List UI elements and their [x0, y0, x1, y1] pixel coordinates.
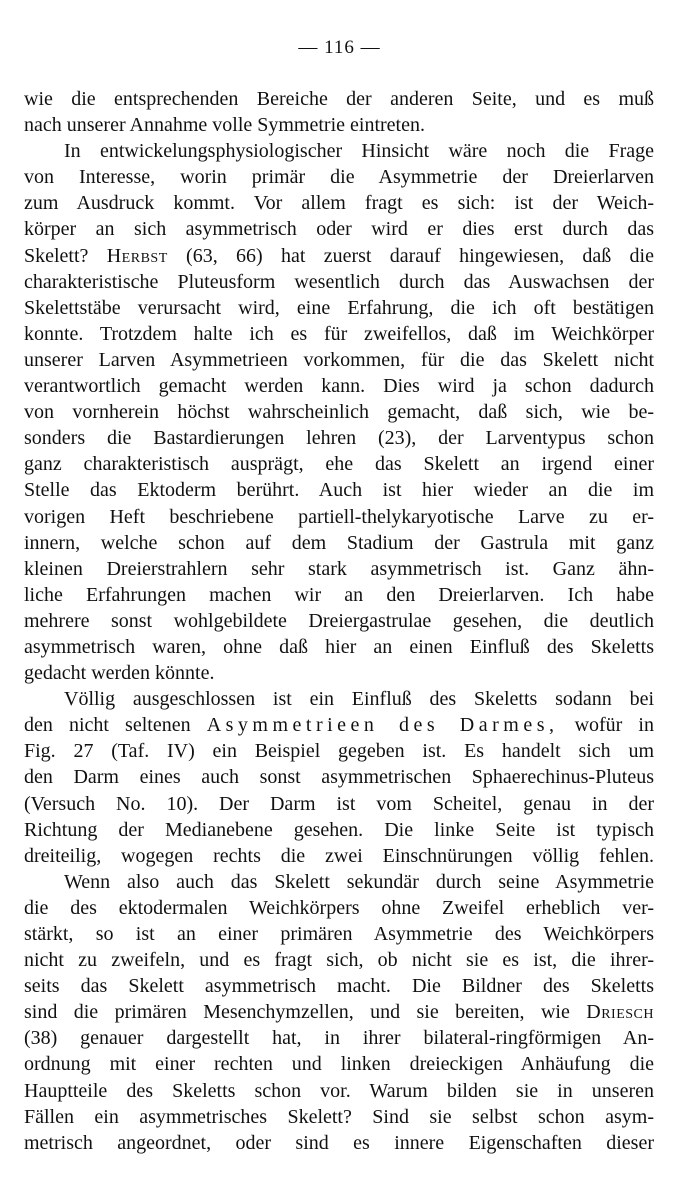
text-line: Skelettstäbe verursacht wird, eine Erfahrung, die ich oft bestätigen [24, 296, 654, 319]
text-line: nicht zu zweifeln, und es fragt sich, ob nicht sie es ist, die ihrer- [24, 949, 654, 972]
text-line: sonders die Bastardierungen lehren (23), der Larventypus schon [24, 427, 654, 450]
text-line: zum Ausdruck kommt. Vor allem fragt es sich: ist der Weich- [24, 192, 654, 215]
text-line [24, 243, 654, 269]
text-line: (38) genauer dargestellt hat, in ihrer bilateral-ringförmigen An- [24, 1027, 654, 1050]
text-line: (Versuch No. 10). Der Darm ist vom Scheitel, genau in der [24, 792, 654, 815]
text-line: unserer Larven Asymmetrieen vorkommen, für die das Skelett nicht [24, 348, 654, 371]
text-line: nach unserer Annahme volle Symmetrie eintreten. [24, 114, 425, 137]
text-line: dreiteilig, wogegen rechts die zwei Einschnürungen völlig fehlen. [24, 844, 654, 867]
text-line: konnte. Trotzdem halte ich es für zweifellos, daß im Weichkörper [24, 322, 654, 345]
text-line: Fällen ein asymmetrisches Skelett? Sind sie selbst schon asym- [24, 1105, 654, 1128]
text-line: von Interesse, worin primär die Asymmetrie der Dreierlarven [24, 166, 654, 189]
text-line [24, 999, 654, 1025]
text-line: liche Erfahrungen machen wir an den Dreierlarven. Ich habe [24, 583, 654, 606]
text-segment: Skelett? [24, 244, 107, 267]
text-line: Wenn also auch das Skelett sekundär durch seine Asymmetrie [64, 870, 654, 893]
text-line: verantwortlich gemacht werden kann. Dies wird ja schon dadurch [24, 375, 654, 398]
text-line: von vornherein höchst wahrscheinlich gemacht, daß sich, wie be- [24, 401, 654, 424]
text-line: charakteristische Pluteusform wesentlich durch das Auswachsen der [24, 270, 654, 293]
text-line: gedacht werden könnte. [24, 662, 215, 685]
text-segment: wofür in [558, 714, 654, 737]
text-line: die des ektodermalen Weichkörpers ohne Zweifel erheblich ver- [24, 896, 654, 919]
text-line: den Darm eines auch sonst asymmetrischen Sphaerechinus-Pluteus [24, 766, 654, 789]
text-segment: sind die primären Mesenchymzellen, und sie bereiten, wie [24, 1001, 587, 1024]
text-line: stärkt, so ist an einer primären Asymmetrie des Weichkörpers [24, 923, 654, 945]
text-line: kleinen Dreierstrahlern sehr stark asymmetrisch ist. Ganz ähn- [24, 557, 654, 580]
page-number: — 116 — [298, 37, 381, 58]
text-line: Fig. 27 (Taf. IV) ein Beispiel gegeben ist. Es handelt sich um [24, 740, 654, 763]
emphasized-term: Asymmetrieen des Darmes, [206, 714, 559, 737]
text-line: körper an sich asymmetrisch oder wird er dies erst durch das [24, 218, 654, 241]
text-line: ganz charakteristisch ausprägt, ehe das Skelett an irgend einer [24, 453, 654, 476]
text-line: ordnung mit einer rechten und linken dreieckigen Anhäufung die [24, 1053, 654, 1076]
author-name: Herbst [106, 244, 168, 267]
text-line: innern, welche schon auf dem Stadium der Gastrula mit ganz [24, 531, 654, 554]
text-segment: den nicht seltenen [24, 714, 207, 737]
text-line: Stelle das Ektoderm berührt. Auch ist hier wieder an die im [24, 479, 654, 502]
text-line: seits das Skelett asymmetrisch macht. Die Bildner des Skeletts [24, 975, 654, 998]
text-line: wie die entsprechenden Bereiche der anderen Seite, und es muß [24, 88, 654, 110]
text-line: metrisch angeordnet, oder sind es innere Eigenschaften dieser [24, 1131, 654, 1154]
body-text [24, 86, 654, 1156]
text-line: asymmetrisch waren, ohne daß hier an einen Einfluß des Skeletts [24, 635, 654, 658]
author-name: Driesch [586, 1001, 654, 1024]
text-segment: (63, 66) hat zuerst darauf hingewiesen, daß die [167, 244, 654, 267]
text-line [24, 712, 654, 738]
text-line: In entwickelungsphysiologischer Hinsicht wäre noch die Frage [64, 140, 654, 163]
text-line: Völlig ausgeschlossen ist ein Einfluß des Skeletts sodann bei [64, 688, 654, 711]
text-line: mehrere sonst wohlgebildete Dreiergastrulae gesehen, die deutlich [24, 609, 654, 632]
text-line: vorigen Heft beschriebene partiell-thelykaryotische Larve zu er- [24, 505, 654, 528]
text-line: Richtung der Medianebene gesehen. Die linke Seite ist typisch [24, 818, 654, 841]
text-line: Hauptteile des Skeletts schon vor. Warum bilden sie in unseren [24, 1079, 654, 1102]
